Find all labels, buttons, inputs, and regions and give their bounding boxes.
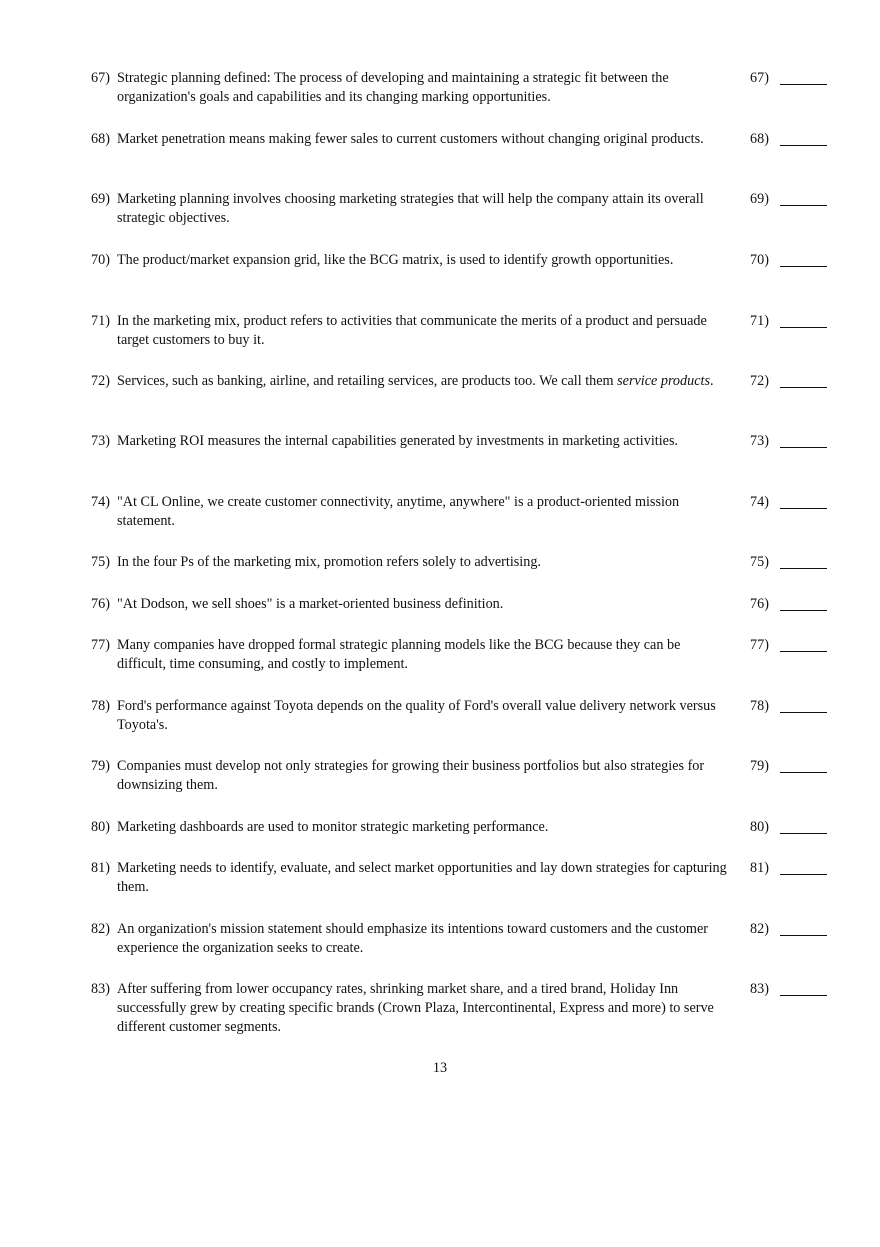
question-number: 68) (91, 131, 110, 147)
answer-blank[interactable] (780, 327, 827, 328)
question-text: In the marketing mix, product refers to activities that communicate the merits of a product and persuade target customers to buy it. (117, 313, 707, 348)
answer-blank[interactable] (780, 84, 827, 85)
answer-blank[interactable] (780, 995, 827, 996)
answer-blank[interactable] (780, 874, 827, 875)
question-number: 79) (91, 758, 110, 774)
answer-label: 67) (750, 70, 769, 86)
answer-label: 83) (750, 981, 769, 997)
answer-label: 68) (750, 131, 769, 147)
question-number: 83) (91, 981, 110, 997)
question-number: 76) (91, 596, 110, 612)
question-text: In the four Ps of the marketing mix, promotion refers solely to advertising. (117, 554, 541, 570)
question-number: 80) (91, 819, 110, 835)
question-text-main: Services, such as banking, airline, and retailing services, are products too. We call them (117, 373, 614, 389)
answer-label: 81) (750, 860, 769, 876)
answer-blank[interactable] (780, 205, 827, 206)
answer-blank[interactable] (780, 266, 827, 267)
question-text: Marketing dashboards are used to monitor strategic marketing performance. (117, 819, 549, 835)
answer-label: 79) (750, 758, 769, 774)
question-number: 72) (91, 373, 110, 389)
question-number: 74) (91, 494, 110, 510)
answer-blank[interactable] (780, 651, 827, 652)
question-number: 73) (91, 433, 110, 449)
question-text: Marketing ROI measures the internal capabilities generated by investments in marketing activities. (117, 433, 679, 449)
question-number: 70) (91, 252, 110, 268)
answer-label: 69) (750, 191, 769, 207)
question-text (117, 372, 732, 391)
answer-blank[interactable] (780, 387, 827, 388)
question-text: "At Dodson, we sell shoes" is a market-oriented business definition. (117, 596, 504, 612)
question-text: After suffering from lower occupancy rates, shrinking market share, and a tired brand, Holiday Inn successfully grew by creating specific brands (Crown Plaza, Intercontinental, Express and more) to serve different customer segments. (117, 981, 714, 1035)
question-text-italic: service products (617, 373, 710, 389)
question-text: Strategic planning defined: The process of developing and maintaining a strategic fit between the organization's goals and capabilities and its changing marking opportunities. (117, 70, 669, 105)
question-number: 75) (91, 554, 110, 570)
question-text: The product/market expansion grid, like the BCG matrix, is used to identify growth opportunities. (117, 252, 674, 268)
answer-label: 78) (750, 698, 769, 714)
answer-blank[interactable] (780, 145, 827, 146)
question-text: An organization's mission statement should emphasize its intentions toward customers and the customer experience the organization seeks to create. (117, 921, 708, 956)
answer-label: 82) (750, 921, 769, 937)
answer-label: 72) (750, 373, 769, 389)
question-number: 67) (91, 70, 110, 86)
page-number: 13 (432, 1060, 448, 1076)
question-number: 81) (91, 860, 110, 876)
answer-label: 73) (750, 433, 769, 449)
question-text: Marketing planning involves choosing marketing strategies that will help the company attain its overall strategic objectives. (117, 191, 704, 226)
question-number: 69) (91, 191, 110, 207)
answer-label: 80) (750, 819, 769, 835)
question-text: "At CL Online, we create customer connectivity, anytime, anywhere" is a product-oriented mission statement. (117, 494, 680, 529)
answer-label: 77) (750, 637, 769, 653)
question-text: Many companies have dropped formal strategic planning models like the BCG because they can be difficult, time consuming, and costly to implement. (117, 637, 681, 672)
answer-label: 76) (750, 596, 769, 612)
answer-label: 74) (750, 494, 769, 510)
question-number: 77) (91, 637, 110, 653)
answer-label: 70) (750, 252, 769, 268)
question-text: Market penetration means making fewer sales to current customers without changing original products. (117, 131, 704, 147)
question-text: Ford's performance against Toyota depends on the quality of Ford's overall value delivery network versus Toyota's. (117, 698, 716, 733)
answer-blank[interactable] (780, 712, 827, 713)
answer-blank[interactable] (780, 610, 827, 611)
answer-blank[interactable] (780, 772, 827, 773)
answer-label: 71) (750, 313, 769, 329)
question-text: Companies must develop not only strategies for growing their business portfolios but also strategies for downsizing them. (117, 758, 705, 793)
question-number: 71) (91, 313, 110, 329)
question-text-end: . (709, 373, 714, 389)
answer-blank[interactable] (780, 447, 827, 448)
question-number: 78) (91, 698, 110, 714)
answer-blank[interactable] (780, 568, 827, 569)
answer-blank[interactable] (780, 935, 827, 936)
question-number: 82) (91, 921, 110, 937)
answer-blank[interactable] (780, 508, 827, 509)
answer-label: 75) (750, 554, 769, 570)
question-text: Marketing needs to identify, evaluate, and select market opportunities and lay down strategies for capturing them. (117, 860, 727, 895)
answer-blank[interactable] (780, 833, 827, 834)
